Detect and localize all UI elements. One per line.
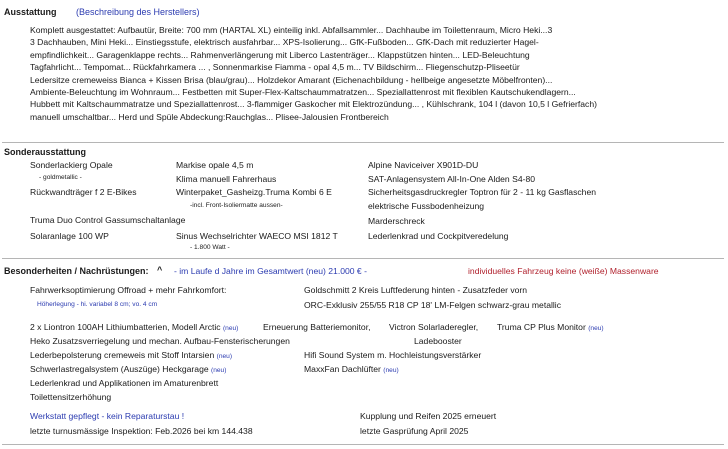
neu-tag: (neu) xyxy=(216,353,233,360)
heko-item: Heko Zusatzsverriegelung und mechan. Aufbau-Fensterischerungen xyxy=(30,336,290,346)
maxxfan-row xyxy=(304,364,399,375)
inspektion-item: letzte turnusmässige Inspektion: Feb.2026 bei km 144.438 xyxy=(30,426,253,436)
ausstattung-line: 3 Dachhauben, Mini Heki... Einstiegsstufe, elektrisch ausfahrbar... XPS-Isolierung... GfK-Fußboden... GfK-Dach mit reduzierter Hagel- xyxy=(30,37,539,48)
ausstattung-text-block xyxy=(30,25,597,124)
lederbepolsterung-item: Lederbepolsterung cremeweis mit Stoff Intarsien xyxy=(30,350,215,360)
sonder-col3-item: SAT-Anlagensystem All-In-One Alden S4-80 xyxy=(368,174,536,184)
nachruest-row xyxy=(30,322,238,333)
schwerlast-item: Schwerlastregalsystem (Auszüge) Heckgarage xyxy=(30,364,209,374)
ausstattung-line: empfindlichkeit... Garagenklappe rechts... Rahmenverlängerung mit Liberco Lastenträger... Klappstützen hinten... LED-Beleuchtung xyxy=(30,49,530,60)
neu-tag: (neu) xyxy=(383,367,399,374)
sonder-col3-item: Lederlenkrad und Cockpitveredelung xyxy=(368,231,509,241)
schwerlast-row xyxy=(30,364,226,375)
ausstattung-line: Ambiente-Beleuchtung im Wohnraum... Festbetten mit Super-Flex-Kaltschaummatratzen... Speziallattenrost mit flexiblen Kautschukendlagern... xyxy=(30,86,576,97)
ausstattung-line: Komplett ausgestattet: Aufbautür, Breite: 700 mm (HARTAL XL) einteilig inkl. Abfallsammler... Dachhaube im Toilettenraum, Micro Heki...3 xyxy=(30,25,553,35)
goldschmitt-item: Goldschmitt 2 Kreis Luftfederung hinten - Zusatzfeder vorn xyxy=(304,285,528,295)
neu-tag: (neu) xyxy=(222,325,239,332)
ausstattung-line: Hubbett mit Kaltschaummatratze und Speziallattenrost... 3-flammiger Gaskocher mit Elektrozündung... , Kühlschrank, 104 l (davon 10,5 l Gefrierfach) xyxy=(30,99,597,110)
sonder-col2-item: Klima manuell Fahrerhaus xyxy=(176,174,277,184)
maxxfan-item: MaxxFan Dachlüfter xyxy=(304,364,381,374)
caret-mark: ^ xyxy=(157,265,163,275)
sonder-col2-item: Sinus Wechselrichter WAECO MSI 1812 T xyxy=(176,231,338,241)
batteriemonitor-item: Erneuerung Batteriemonitor, xyxy=(263,322,371,332)
neu-tag: (neu) xyxy=(588,325,604,332)
truma-monitor-row xyxy=(497,322,604,333)
werkstatt-note: Werkstatt gepflegt - kein Reparaturstau ! xyxy=(30,411,185,421)
toilettensitz-item: Toilettensitzerhöhung xyxy=(30,392,112,402)
truma-monitor-item: Truma CP Plus Monitor xyxy=(497,322,586,332)
section-divider xyxy=(2,444,724,445)
individual-vehicle-note: individuelles Fahrzeug keine (weiße) Massenware xyxy=(468,266,659,276)
section-besonderheiten-title: Besonderheiten / Nachrüstungen: xyxy=(4,266,149,276)
neu-tag: (neu) xyxy=(211,367,227,374)
sonder-col1-item: Sonderlackierg Opale xyxy=(30,160,113,170)
section-divider xyxy=(2,142,724,143)
gesamtwert-note: - im Laufe d Jahre im Gesamtwert (neu) 21.000 € - xyxy=(174,266,367,276)
ausstattung-line: Tagfahrlicht... Tempomat... Rückfahrkamera ... , Sonnenmarkise Fiamma - opal 4,5 m... TV Bildschirm... Fliegenschutzp-Pliseetür xyxy=(30,62,520,73)
sonder-col2-note: -incl. Front-Isoliermatte aussen- xyxy=(190,202,283,209)
sonder-col3-item: Alpine Naviceiver X901D-DU xyxy=(368,160,479,170)
lederlenkrad-item: Lederlenkrad und Applikationen im Amaturenbrett xyxy=(30,378,219,388)
lederbepolsterung-row xyxy=(30,350,232,361)
hifi-item: Hifi Sound System m. Hochleistungsverstärker xyxy=(304,350,482,360)
sonder-col2-item: Markise opale 4,5 m xyxy=(176,160,254,170)
orc-item: ORC-Exklusiv 255/55 R18 CP 18' LM-Felgen schwarz-grau metallic xyxy=(304,300,562,310)
liontron-item: 2 x Liontron 100AH Lithiumbatterien, Modell Arctic xyxy=(30,322,221,332)
section-ausstattung-title: Ausstattung xyxy=(4,7,57,17)
ausstattung-line: Ledersitze cremeweiss Bianca + Kissen Brisa (blau/grau)... Holzdekor Amarant (Eichenachbildung - hellbeige angesetzte Möbelfronten)... xyxy=(30,74,553,85)
sonder-col3-item: Marderschreck xyxy=(368,216,425,226)
hoeherlegung-note: Höherlegung - hi. variabel 8 cm; vo. 4 cm xyxy=(37,301,158,308)
section-divider xyxy=(2,258,724,259)
gaspruefung-item: letzte Gasprüfung April 2025 xyxy=(360,426,469,436)
sonder-col3-item: elektrische Fussbodenheizung xyxy=(368,201,485,211)
fahrwerk-item: Fahrwerksoptimierung Offroad + mehr Fahrkomfort: xyxy=(30,285,227,295)
sonder-col2-note: - 1.800 Watt - xyxy=(190,244,230,251)
sonder-col3-item: Sicherheitsgasdruckregler Toptron für 2 - 11 kg Gasflaschen xyxy=(368,187,597,197)
ladebooster-item: Ladebooster xyxy=(414,336,462,346)
sonder-col1-note: - goldmetallic - xyxy=(39,174,82,181)
sonder-col1-item: Truma Duo Control Gassumschaltanlage xyxy=(30,215,186,225)
kupplung-item: Kupplung und Reifen 2025 erneuert xyxy=(360,411,497,421)
section-sonderausstattung-title: Sonderausstattung xyxy=(4,147,87,157)
solarladeregler-item: Victron Solarladeregler, xyxy=(389,322,479,332)
section-ausstattung-subtitle: (Beschreibung des Herstellers) xyxy=(76,7,200,17)
sonder-col2-item: Winterpaket_Gasheizg.Truma Kombi 6 E xyxy=(176,187,332,197)
sonder-col1-item: Solaranlage 100 WP xyxy=(30,231,109,241)
sonder-col1-item: Rückwandträger f 2 E-Bikes xyxy=(30,187,137,197)
ausstattung-line: manuell umschaltbar... Herd und Spüle Abdeckung:Rauchglas... Plisee-Jalousien Frontbereich xyxy=(30,111,389,122)
